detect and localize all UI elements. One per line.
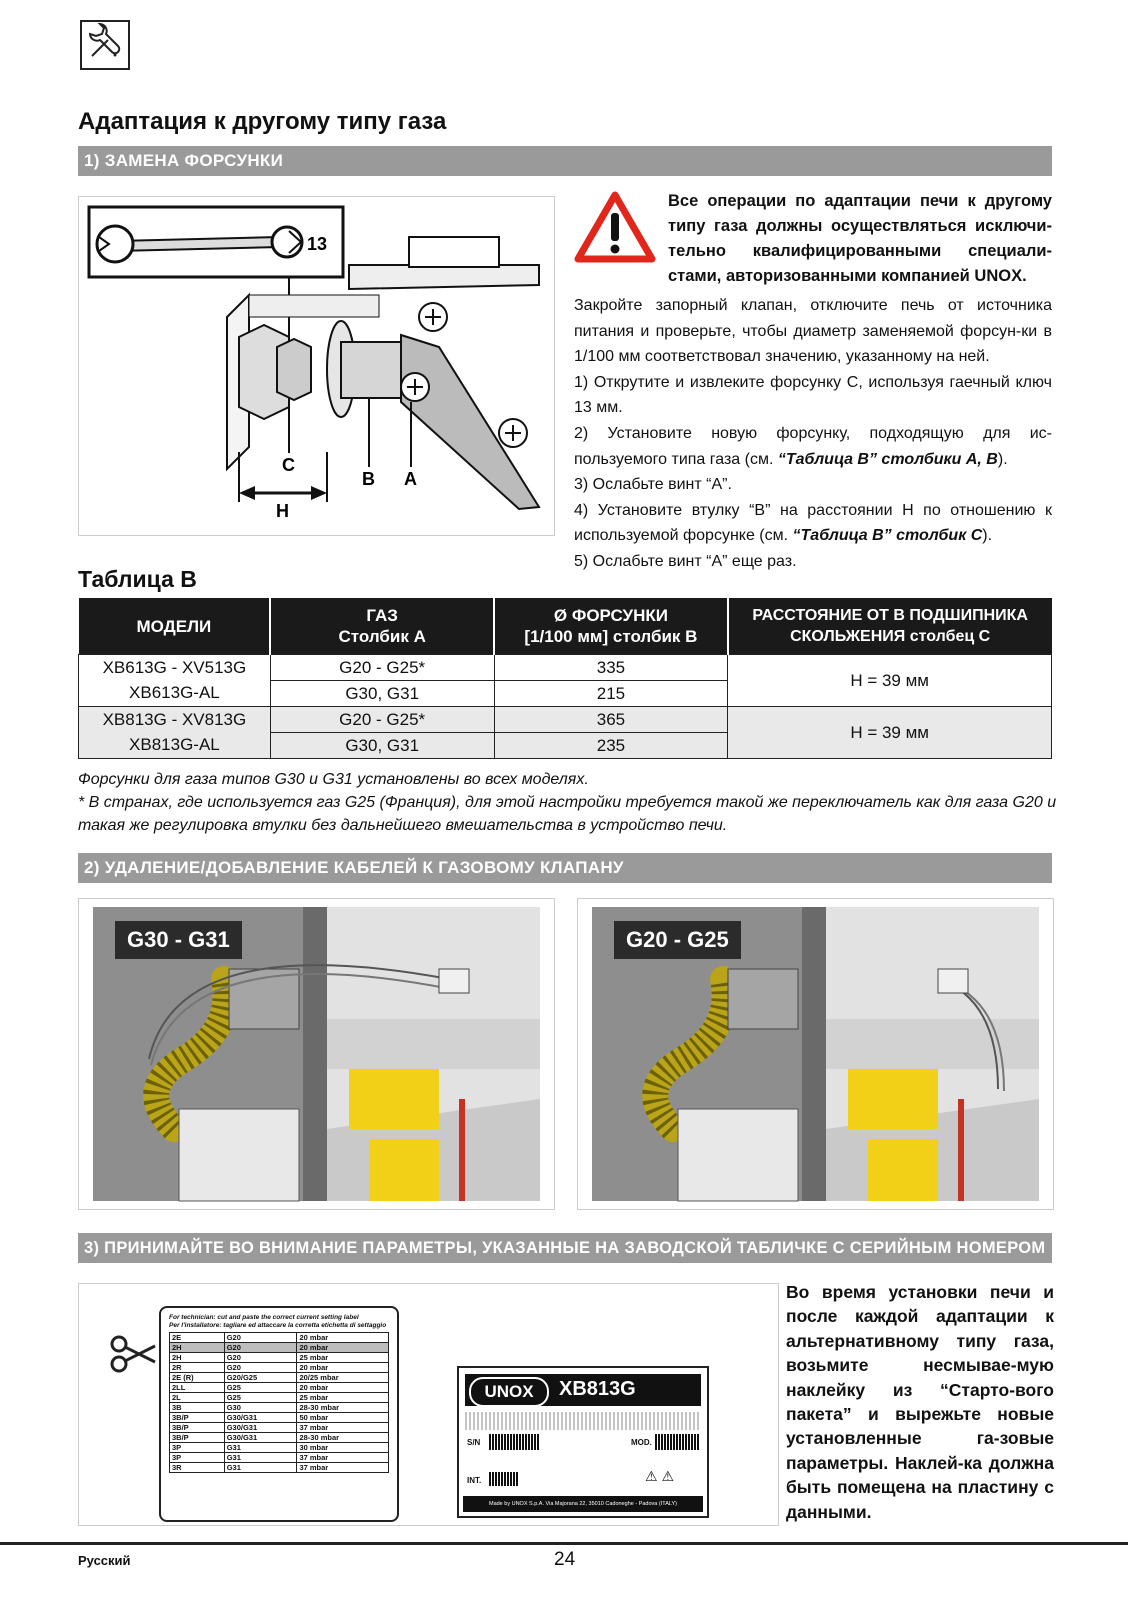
sticker-cell: 20 mbar — [297, 1363, 389, 1373]
sticker-row — [170, 1373, 389, 1383]
sticker-cell: 2LL — [170, 1383, 225, 1393]
label-a: A — [404, 469, 417, 489]
sticker-header-1: For technician: cut and paste the correct current setting label — [169, 1314, 359, 1321]
sticker-cell: 2E (R) — [170, 1373, 225, 1383]
sticker-cell: 28-30 mbar — [297, 1403, 389, 1413]
sticker-cell: 3B/P — [170, 1423, 225, 1433]
sticker-row — [170, 1443, 389, 1453]
footer-divider — [0, 1542, 1128, 1545]
note-1: Форсунки для газа типов G30 и G31 установлены во всех моделях. — [78, 771, 589, 788]
rating-plate — [457, 1366, 709, 1518]
sticker-row — [170, 1353, 389, 1363]
rating-plate-figure — [78, 1283, 779, 1526]
sticker-cell: G31 — [224, 1443, 297, 1453]
table-row — [79, 707, 1052, 733]
nozzle-cell: 235 — [494, 733, 728, 759]
col-gas: ГАЗ Столбик А — [270, 598, 494, 655]
sticker-row — [170, 1363, 389, 1373]
wrench-icon — [80, 20, 130, 70]
barcode-mod — [655, 1434, 699, 1450]
distance-cell: H = 39 мм — [728, 655, 1052, 707]
plate-footer: Made by UNOX S.p.A. Via Majorana 22, 35010 Cadoneghe - Padova (ITALY) — [463, 1496, 703, 1512]
col-models: МОДЕЛИ — [79, 598, 271, 655]
plate-sn-label: S/N — [467, 1438, 481, 1447]
sticker-cell: 2H — [170, 1353, 225, 1363]
page-title: Адаптация к другому типу газа — [78, 108, 447, 135]
sticker-table — [169, 1332, 389, 1473]
sticker-cell: G31 — [224, 1453, 297, 1463]
sticker-cell: G30/G31 — [224, 1433, 297, 1443]
table-header-row — [79, 598, 1052, 655]
instructions — [574, 293, 1052, 575]
sticker-cell: 3P — [170, 1453, 225, 1463]
sticker-cell: 37 mbar — [297, 1423, 389, 1433]
sticker-row — [170, 1343, 389, 1353]
sticker-cell: G20 — [224, 1363, 297, 1373]
model-cell: XB813G-AL — [79, 733, 271, 759]
plate-model: XB813G — [559, 1378, 636, 1400]
sticker-row — [170, 1383, 389, 1393]
wrench-size-label: 13 — [307, 234, 328, 254]
photo-label-g20: G20 - G25 — [614, 921, 741, 959]
gas-cell: G20 - G25* — [270, 707, 494, 733]
sticker-row — [170, 1433, 389, 1443]
nozzle-cell: 335 — [494, 655, 728, 681]
unox-logo: UNOX — [469, 1377, 549, 1407]
table-title: Таблица В — [78, 566, 197, 592]
model-cell: XB613G - XV513G — [79, 655, 271, 681]
photo-g30-g31 — [78, 898, 555, 1210]
sticker-cell: 2R — [170, 1363, 225, 1373]
sticker-cell: 3B/P — [170, 1433, 225, 1443]
sticker-row — [170, 1453, 389, 1463]
sticker-cell: 3B/P — [170, 1413, 225, 1423]
plate-mod-label: MOD. — [631, 1438, 652, 1447]
table-row — [79, 655, 1052, 681]
sticker-cell: G25 — [224, 1383, 297, 1393]
step-2: 2) Установите новую форсунку, подходящую для ис-пользуемого типа газа (см. “Таблица В” столбики А, В). — [574, 424, 1052, 468]
warning-triangle-icon — [574, 191, 656, 268]
sticker-row — [170, 1393, 389, 1403]
sticker-row — [170, 1413, 389, 1423]
model-cell: XB613G-AL — [79, 681, 271, 707]
sticker-cell: G31 — [224, 1463, 297, 1473]
step-1: 1) Открутите и извлеките форсунку С, используя гаечный ключ 13 мм. — [574, 373, 1052, 417]
sticker-cell: 25 mbar — [297, 1353, 389, 1363]
sticker-cell: 3B — [170, 1403, 225, 1413]
sticker-header-2: Per l'installatore: tagliare ed attaccare la corretta etichetta di settaggio — [169, 1322, 387, 1329]
nozzle-cell: 365 — [494, 707, 728, 733]
sticker-cell: 2H — [170, 1343, 225, 1353]
scissors-icon — [109, 1334, 159, 1379]
sticker-cell: G20 — [224, 1353, 297, 1363]
sticker-cell: 2E — [170, 1333, 225, 1343]
nozzle-cell: 215 — [494, 681, 728, 707]
step-4: 4) Установите втулку “В” на расстоянии Н по отношению к используемой форсунке (см. “Таблица В” столбик С). — [574, 501, 1052, 545]
sticker-cell: G30/G31 — [224, 1413, 297, 1423]
sticker-cell: 3P — [170, 1443, 225, 1453]
sticker-cell: 20 mbar — [297, 1333, 389, 1343]
plate-int-label: INT. — [467, 1476, 482, 1485]
footer-language: Русский — [78, 1553, 131, 1568]
sticker-row — [170, 1463, 389, 1473]
page-number: 24 — [554, 1549, 576, 1570]
section1-heading: 1) ЗАМЕНА ФОРСУНКИ — [78, 146, 1052, 176]
sticker-instructions: Во время установки печи и после каждой адаптации к альтернативному типу газа, возьмите несмывае-мую наклейку из “Старто-вого пакета” и вырежьте новые установленные га-зовые параметры. Наклей-ка должна быть помещена на пластину с данными. — [786, 1282, 1054, 1522]
barcode-int — [489, 1472, 519, 1486]
sticker-cell: G25 — [224, 1393, 297, 1403]
certification-marks-icon: ⚠ ⚠ — [645, 1468, 674, 1484]
label-h: H — [276, 501, 289, 521]
nozzle-diagram — [78, 196, 555, 536]
distance-cell: H = 39 мм — [728, 707, 1052, 759]
col-nozzle: Ø ФОРСУНКИ [1/100 мм] столбик В — [494, 598, 728, 655]
table-notes — [78, 768, 1058, 837]
photo-g20-g25 — [577, 898, 1054, 1210]
step-5: 5) Ослабьте винт “А” еще раз. — [574, 552, 797, 570]
gas-cell: G20 - G25* — [270, 655, 494, 681]
nozzle-table — [78, 598, 1052, 759]
sticker-cell: G30/G31 — [224, 1423, 297, 1433]
sticker-cell: 20 mbar — [297, 1383, 389, 1393]
sticker-cell: 37 mbar — [297, 1463, 389, 1473]
sticker-cell: 3R — [170, 1463, 225, 1473]
sticker-row — [170, 1333, 389, 1343]
label-c: C — [282, 455, 295, 475]
sticker-cell: 37 mbar — [297, 1453, 389, 1463]
instructions-intro: Закройте запорный клапан, отключите печь от источника питания и проверьте, чтобы диаметр заменяемой форсун-ки в 1/100 мм соответствовал значению, указанному на ней. — [574, 297, 1052, 366]
sticker-cell: 25 mbar — [297, 1393, 389, 1403]
sticker-cell: 20/25 mbar — [297, 1373, 389, 1383]
sticker-cell: G20 — [224, 1333, 297, 1343]
sticker-cell: 20 mbar — [297, 1343, 389, 1353]
sticker-cell: G20/G25 — [224, 1373, 297, 1383]
sticker-cell: 50 mbar — [297, 1413, 389, 1423]
sticker-cell: 2L — [170, 1393, 225, 1403]
note-2: * В странах, где используется газ G25 (Франция), для этой настройки требуется такой же переключатель как для газа G20 и такая же регулировка втулки без дальнейшего вмешательства в устройство печи. — [78, 794, 1057, 834]
warning-text: Все операции по адаптации печи к другому типу газа должны осуществляться исключи-тельно квалифицированными специали-стами, авторизованными компанией UNOX. — [668, 192, 1052, 285]
sticker-cell: G30 — [224, 1403, 297, 1413]
section3-heading: 3) ПРИНИМАЙТЕ ВО ВНИМАНИЕ ПАРАМЕТРЫ, УКАЗАННЫЕ НА ЗАВОДСКОЙ ТАБЛИЧКЕ С СЕРИЙНЫМ НОМЕРОМ — [78, 1233, 1052, 1263]
sticker-cell: 28-30 mbar — [297, 1433, 389, 1443]
section2-heading: 2) УДАЛЕНИЕ/ДОБАВЛЕНИЕ КАБЕЛЕЙ К ГАЗОВОМУ КЛАПАНУ — [78, 853, 1052, 883]
step-3: 3) Ослабьте винт “А”. — [574, 476, 732, 494]
sticker-cell: G20 — [224, 1343, 297, 1353]
gas-setting-sticker — [159, 1306, 399, 1522]
sticker-row — [170, 1423, 389, 1433]
gas-cell: G30, G31 — [270, 733, 494, 759]
sticker-cell: 30 mbar — [297, 1443, 389, 1453]
label-b: B — [362, 469, 375, 489]
model-cell: XB813G - XV813G — [79, 707, 271, 733]
col-distance: РАССТОЯНИЕ ОТ В ПОДШИПНИКА СКОЛЬЖЕНИЯ столбец С — [728, 598, 1052, 655]
sticker-row — [170, 1403, 389, 1413]
barcode-sn — [489, 1434, 539, 1450]
gas-cell: G30, G31 — [270, 681, 494, 707]
photo-label-g30: G30 - G31 — [115, 921, 242, 959]
